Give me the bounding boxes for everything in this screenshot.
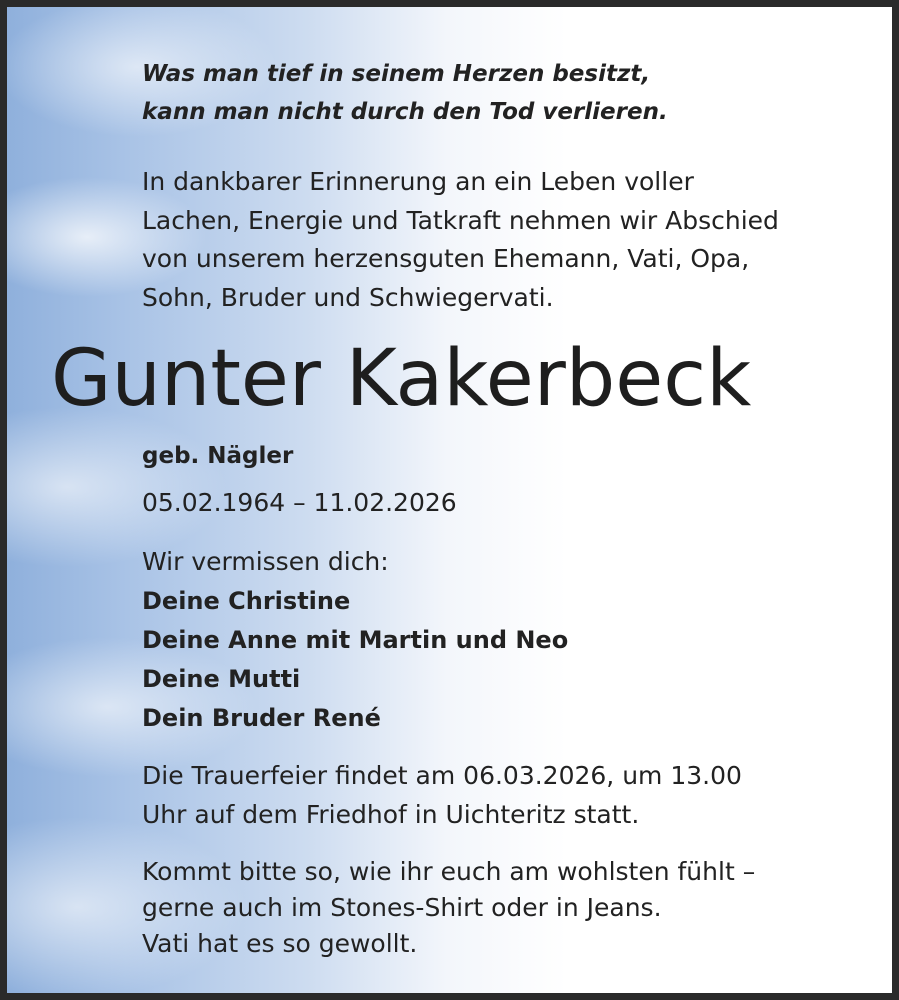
quote-line: kann man nicht durch den Tod verlieren. [142,99,668,125]
dress-line: Kommt bitte so, wie ihr euch am wohlsten fühlt – [142,857,756,886]
ceremony-line: Uhr auf dem Friedhof in Uichteritz statt. [142,799,640,829]
ceremony-info [142,757,742,834]
family-member: Deine Mutti [142,665,301,693]
ceremony-line: Die Trauerfeier findet am 06.03.2026, um 13.00 [142,761,742,790]
family-member: Dein Bruder René [142,704,381,732]
dress-note [142,854,755,962]
intro-line: In dankbarer Erinnerung an ein Leben voller [142,167,694,196]
quote-line: Was man tief in seinem Herzen besitzt, [142,61,651,87]
family-member: Deine Christine [142,587,351,615]
intro-text [142,163,779,317]
deceased-name: Gunter Kakerbeck [51,334,752,424]
family-member: Deine Anne mit Martin und Neo [142,626,569,654]
obituary-notice [7,7,892,993]
intro-line: von unserem herzensguten Ehemann, Vati, Opa, [142,244,750,273]
dress-line: gerne auch im Stones-Shirt oder in Jeans. [142,893,662,922]
miss-heading: Wir vermissen dich: [142,547,389,576]
quote [142,55,668,131]
family-list [142,582,568,738]
birth-name: geb. Nägler [142,443,294,469]
life-dates: 05.02.1964 – 11.02.2026 [142,488,457,517]
intro-line: Lachen, Energie und Tatkraft nehmen wir Abschied [142,205,779,235]
intro-line: Sohn, Bruder und Schwiegervati. [142,282,554,312]
dress-line: Vati hat es so gewollt. [142,929,418,958]
